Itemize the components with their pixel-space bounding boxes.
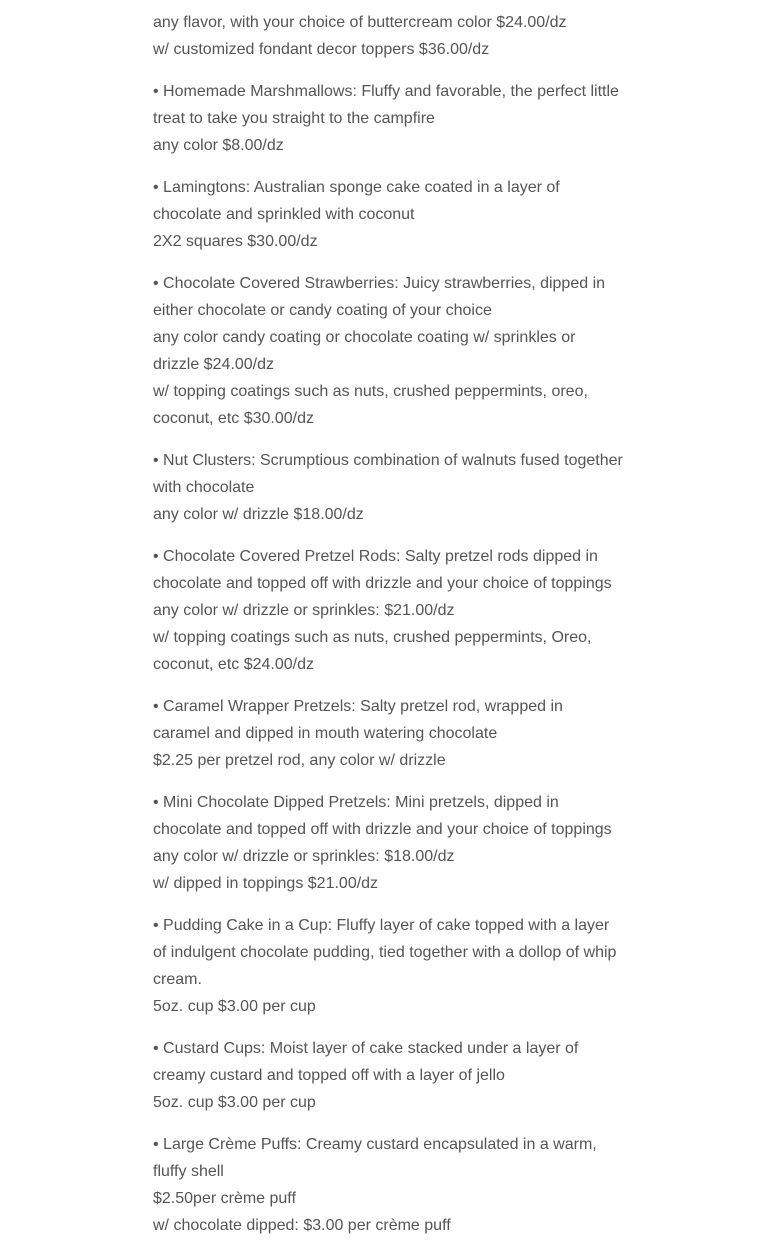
price-line: w/ topping coatings such as nuts, crushed peppermints, oreo, coconut, etc $30.00/dz [153, 383, 588, 427]
item-description: • Mini Chocolate Dipped Pretzels: Mini pretzels, dipped in chocolate and topped off with drizzle and your choice of toppings [153, 794, 612, 838]
menu-item-strawberries [153, 270, 623, 432]
item-description: • Pudding Cake in a Cup: Fluffy layer of cake topped with a layer of indulgent chocolate pudding, tied together with a dollop of whip cream. [153, 917, 617, 988]
item-description: • Nut Clusters: Scrumptious combination of walnuts fused together with chocolate [153, 452, 623, 496]
menu-item-caramel-pretzels [153, 693, 623, 774]
price-line: $2.25 per pretzel rod, any color w/ drizzle [153, 752, 446, 769]
price-line: 2X2 squares $30.00/dz [153, 233, 318, 250]
price-line: any color w/ drizzle $18.00/dz [153, 506, 364, 523]
menu-item-partial [153, 0, 623, 63]
price-line: any color $8.00/dz [153, 137, 284, 154]
price-line: any color w/ drizzle or sprinkles: $18.00/dz [153, 848, 455, 865]
price-line: any flavor, with your choice of buttercream color $24.00/dz [153, 14, 567, 31]
price-line: any color candy coating or chocolate coating w/ sprinkles or drizzle $24.00/dz [153, 329, 576, 373]
item-description: • Custard Cups: Moist layer of cake stacked under a layer of creamy custard and topped off with a layer of jello [153, 1040, 579, 1084]
menu-item-mini-pretzels [153, 789, 623, 897]
price-line: w/ customized fondant decor toppers $36.00/dz [153, 41, 490, 58]
menu-item-pretzel-rods [153, 543, 623, 678]
item-description: • Lamingtons: Australian sponge cake coated in a layer of chocolate and sprinkled with coconut [153, 179, 560, 223]
menu-item-pudding-cake [153, 912, 623, 1020]
menu-item-creme-puffs [153, 1131, 623, 1239]
menu-item-custard-cups [153, 1035, 623, 1116]
item-description: • Large Crème Puffs: Creamy custard encapsulated in a warm, fluffy shell [153, 1136, 597, 1180]
menu-item-marshmallows [153, 78, 623, 159]
price-line: 5oz. cup $3.00 per cup [153, 998, 316, 1015]
item-description: • Chocolate Covered Pretzel Rods: Salty pretzel rods dipped in chocolate and topped off with drizzle and your choice of toppings [153, 548, 612, 592]
price-line: w/ dipped in toppings $21.00/dz [153, 875, 379, 892]
price-line: any color w/ drizzle or sprinkles: $21.00/dz [153, 602, 455, 619]
cut-off-line [153, 0, 623, 9]
menu-item-lamingtons [153, 174, 623, 255]
item-description: • Caramel Wrapper Pretzels: Salty pretzel rod, wrapped in caramel and dipped in mouth watering chocolate [153, 698, 563, 742]
price-line: w/ topping coatings such as nuts, crushed peppermints, Oreo, coconut, etc $24.00/dz [153, 629, 592, 673]
item-description: • Chocolate Covered Strawberries: Juicy strawberries, dipped in either chocolate or candy coating of your choice [153, 275, 606, 319]
item-description: • Homemade Marshmallows: Fluffy and favorable, the perfect little treat to take you straight to the campfire [153, 83, 619, 127]
price-line: w/ chocolate dipped: $3.00 per crème puff [153, 1217, 451, 1234]
price-line: 5oz. cup $3.00 per cup [153, 1094, 316, 1111]
menu-item-nut-clusters [153, 447, 623, 528]
menu-list [153, 0, 623, 1254]
price-line: $2.50per crème puff [153, 1190, 296, 1207]
